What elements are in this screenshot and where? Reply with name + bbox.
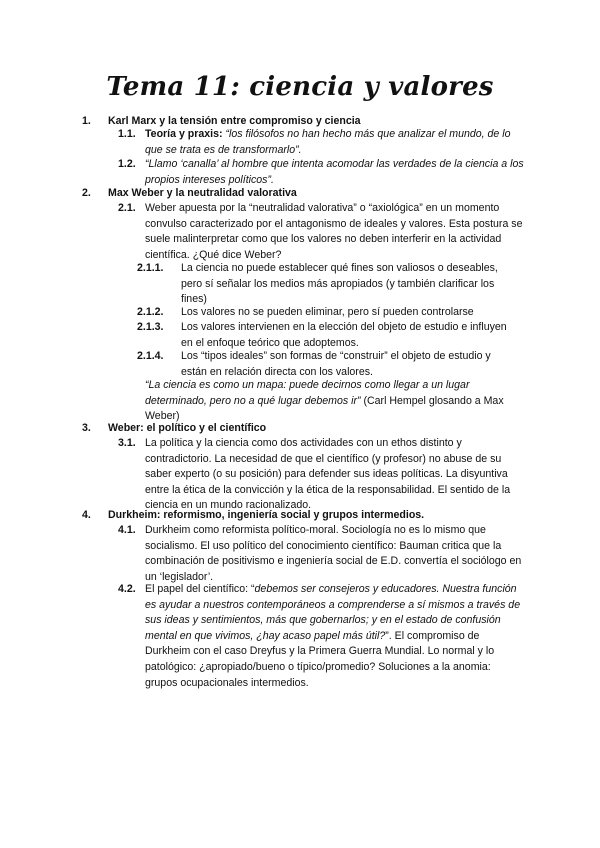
hempel-quote xyxy=(145,378,525,425)
item-text xyxy=(145,127,525,158)
subitem-text: La ciencia no puede establecer qué fines son valiosos o deseables, pero sí señalar los medios más apropiados (y también clarificar los fines) xyxy=(181,262,498,306)
item-number: 1.1. xyxy=(118,128,136,140)
subitem-number: 2.1.2. xyxy=(137,306,164,318)
item-text: La política y la ciencia como dos actividades con un ethos distinto y contradictorio. La necesidad de que el científico (y profesor) no abuse de su saber experto (o su posición) para defender sus ideas políticas. La disyuntiva entre la ética de la convicción y la ética de la responsabilidad. El sentido de la ciencia en un mundo racionalizado. xyxy=(145,437,511,512)
section-title: Durkheim: reformismo, ingeniería social y grupos intermedios. xyxy=(108,509,425,521)
item-text: Weber apuesta por la “neutralidad valorativa” o “axiológica” en un momento convulso caracterizado por el antagonismo de ideales y valores. Esta postura se suele malinterpretar como que los valores no deben interferir en la actividad científica. ¿Qué dice Weber? xyxy=(145,202,523,261)
quote-text: “La ciencia es como un mapa: puede decirnos como llegar a un lugar determinado, pero no a qué lugar debemos ir” xyxy=(145,379,470,407)
section-number: 3. xyxy=(82,422,91,434)
item-number: 1.2. xyxy=(118,158,136,170)
item-number: 4.1. xyxy=(118,524,136,536)
section-title: Weber: el político y el científico xyxy=(108,422,267,434)
item-quote: “los filósofos no han hecho más que analizar el mundo, de lo que se trata es de transformarlo”. xyxy=(145,128,511,156)
durkheim-quote: debemos ser consejeros y educadores. Nuestra función es ayudar a nuestros contemporáneos a comprenderse a sí mismos a través de sus ideas y sentimientos, más que gobernarlos; y en el estado de confusión mental en que vivimos, ¿hay acaso papel más útil? xyxy=(145,583,521,642)
subitem-text: Los valores no se pueden eliminar, pero sí pueden controlarse xyxy=(181,306,474,318)
section-heading xyxy=(82,421,266,437)
page-title: Tema 11: ciencia y valores xyxy=(106,72,494,102)
item-number: 3.1. xyxy=(118,437,136,449)
quote-attribution: (Carl Hempel glosando a Max Weber) xyxy=(145,394,504,423)
item-text-pre: El papel del científico: “ xyxy=(145,583,255,595)
item-number: 4.2. xyxy=(118,583,136,595)
item-text: Durkheim como reformista político-moral. Sociología no es lo mismo que socialismo. El uso político del conocimiento científico: Bauman critica que la combinación de positivismo e ingeniería social de E.D. convertía el sociólogo en un ‘legislador’. xyxy=(145,524,522,583)
subitem-number: 2.1.3. xyxy=(137,321,164,333)
section-number: 4. xyxy=(82,509,91,521)
item-lead: Teoría y praxis: xyxy=(145,128,223,140)
section-number: 2. xyxy=(82,187,91,199)
item-text-post: ”. El compromiso de Durkheim con el caso Dreyfus y la Primera Guerra Mundial. Lo normal y lo patológico: ¿apropiado/bueno o típico/promedio? Soluciones a la anomia: grupos ocupacionales intermedios. xyxy=(145,629,495,689)
subitem-text: Los “tipos ideales” son formas de “construir” el objeto de estudio y están en relación directa con los valores. xyxy=(181,350,491,378)
section-heading xyxy=(82,186,297,202)
subitem-text: Los valores intervienen en la elección del objeto de estudio e influyen en el enfoque teórico que adoptemos. xyxy=(181,321,507,349)
section-heading xyxy=(82,508,424,524)
item-text: “Llamo ‘canalla’ al hombre que intenta acomodar las verdades de la ciencia a los propios intereses políticos”. xyxy=(145,158,524,186)
item-text xyxy=(145,582,525,691)
section-title: Karl Marx y la tensión entre compromiso y ciencia xyxy=(108,115,361,127)
section-title: Max Weber y la neutralidad valorativa xyxy=(108,187,297,199)
subitem-number: 2.1.4. xyxy=(137,350,164,362)
item-number: 2.1. xyxy=(118,202,136,214)
subitem-number: 2.1.1. xyxy=(137,262,164,274)
section-number: 1. xyxy=(82,115,91,127)
